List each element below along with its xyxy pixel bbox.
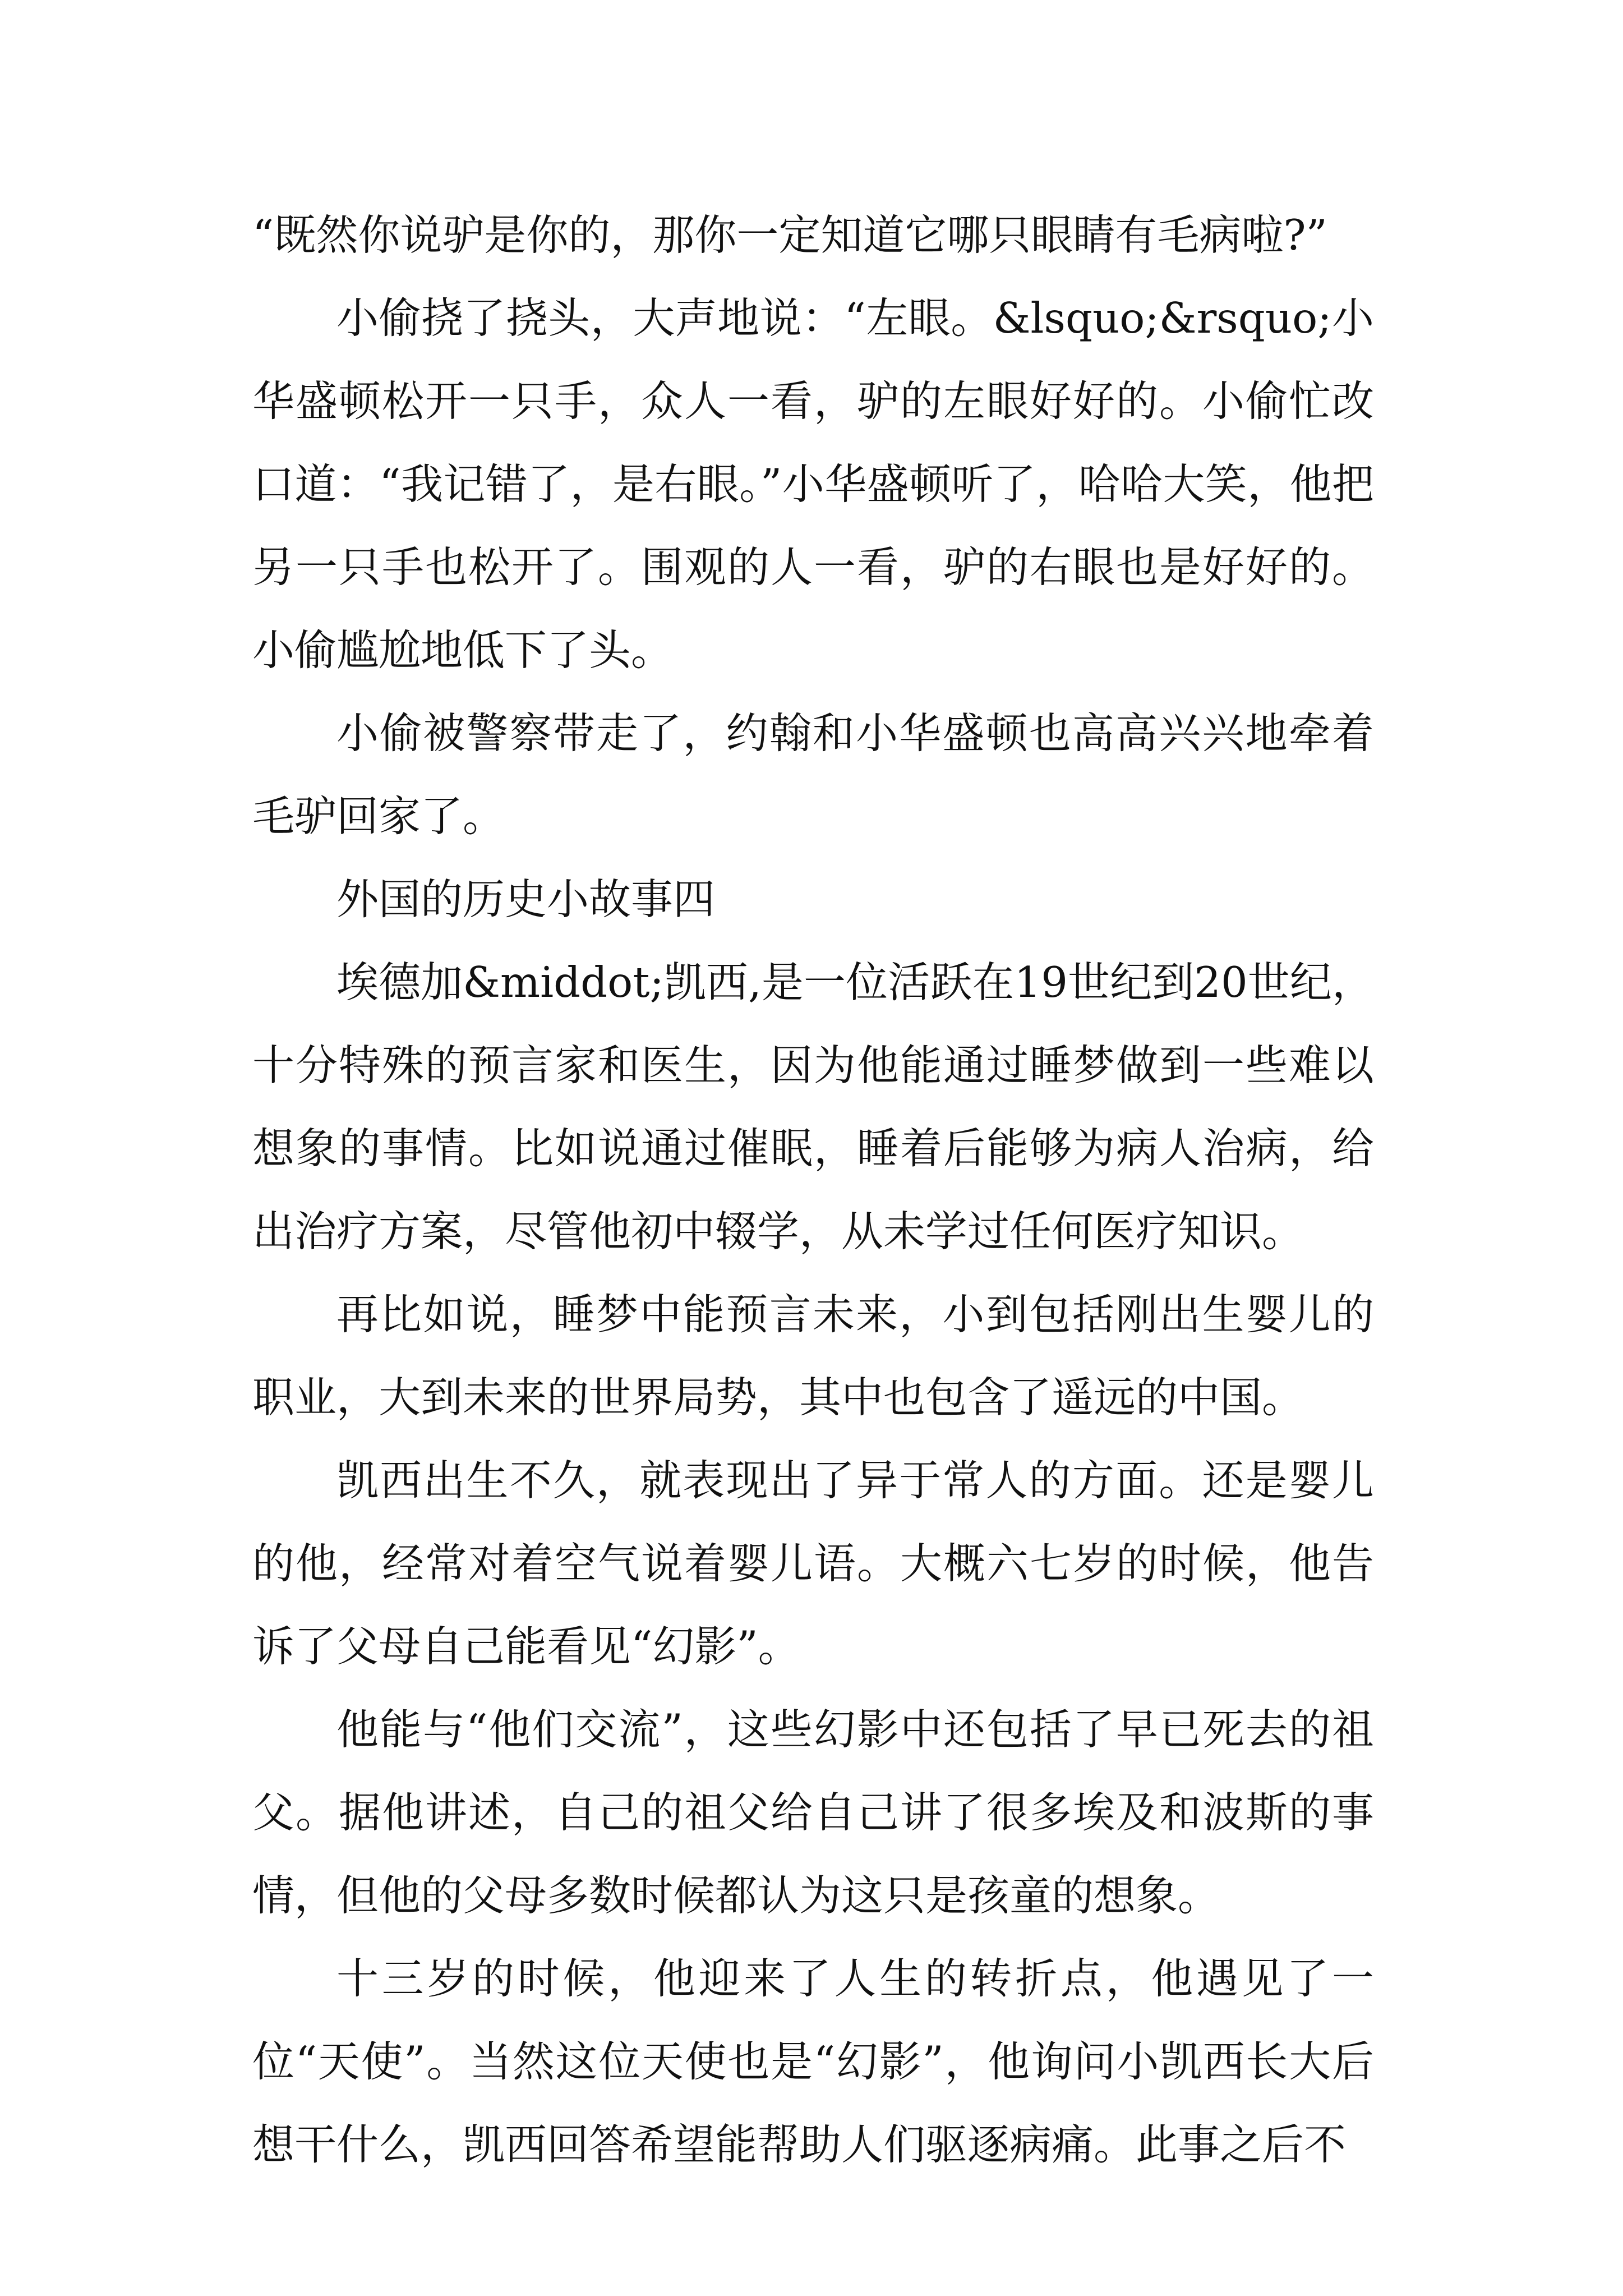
paragraph: 十三岁的时候，他迎来了人生的转折点，他遇见了一位“天使”。当然这位天使也是“幻影”，他询问小凯西长大后想干什么，凯西回答希望能帮助人们驱逐病痛。此事之后不 [252, 1954, 1374, 2169]
paragraph: “既然你说驴是你的，那你一定知道它哪只眼睛有毛病啦?” [252, 210, 1327, 260]
paragraph: 小偷挠了挠头，大声地说：“左眼。&lsquo;&rsquo;小华盛顿松开一只手，众人一看，驴的左眼好好的。小偷忙改口道：“我记错了，是右眼。”小华盛顿听了，哈哈大笑，他把另一只手也松开了。围观的人一看，驴的右眼也是好好的。小偷尴尬地低下了头。 [252, 293, 1374, 675]
paragraph: 小偷被警察带走了，约翰和小华盛顿也高高兴兴地牵着毛驴回家了。 [252, 708, 1374, 841]
paragraph: 再比如说，睡梦中能预言未来，小到包括刚出生婴儿的职业，大到未来的世界局势，其中也包含了遥远的中国。 [252, 1290, 1374, 1422]
paragraph: 埃德加&middot;凯西,是一位活跃在19世纪到20世纪，十分特殊的预言家和医生，因为他能通过睡梦做到一些难以想象的事情。比如说通过催眠，睡着后能够为病人治病，给出治疗方案，尽管他初中辍学，从未学过任何医疗知识。 [252, 958, 1374, 1256]
paragraph: 他能与“他们交流”，这些幻影中还包括了早已死去的祖父。据他讲述，自己的祖父给自己讲了很多埃及和波斯的事情，但他的父母多数时候都认为这只是孩童的想象。 [252, 1705, 1374, 1920]
section-heading: 外国的历史小故事四 [336, 875, 716, 924]
paragraph: 凯西出生不久，就表现出了异于常人的方面。还是婴儿的他，经常对着空气说着婴儿语。大概六七岁的时候，他告诉了父母自己能看见“幻影”。 [252, 1456, 1374, 1671]
body-text [252, 194, 1374, 2186]
